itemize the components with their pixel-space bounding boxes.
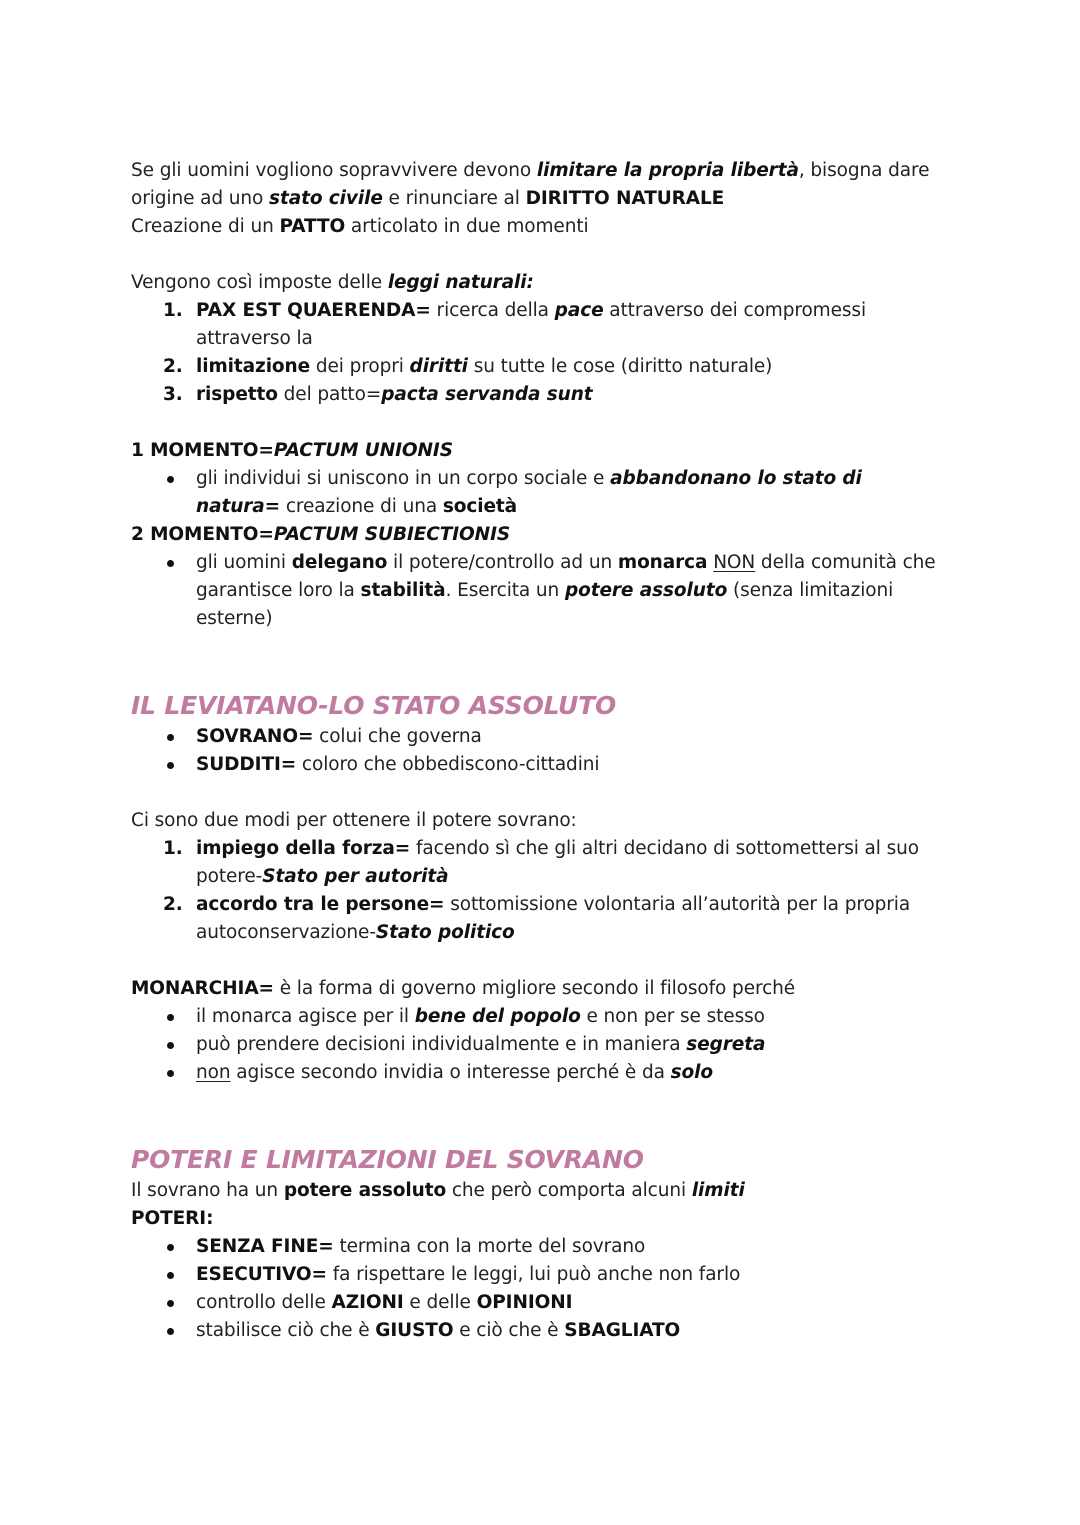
- list-item: 2. limitazione dei propri diritti su tutte le cose (diritto naturale): [163, 356, 773, 377]
- patto-paragraph: Creazione di un PATTO articolato in due momenti: [131, 216, 589, 237]
- list-item: SOVRANO= colui che governa: [131, 723, 951, 751]
- leviatano-list: [131, 723, 951, 779]
- list-item: SUDDITI= coloro che obbediscono-cittadini: [131, 751, 951, 779]
- list-item: ESECUTIVO= fa rispettare le leggi, lui può anche non farlo: [131, 1261, 951, 1289]
- bullet-icon: [167, 1042, 174, 1049]
- list-item: 2. accordo tra le persone= sottomissione volontaria all’autorità per la propria autoconservazione-Stato politico: [163, 894, 911, 943]
- poteri-label: POTERI:: [131, 1208, 214, 1229]
- list-item: non agisce secondo invidia o interesse perché è da solo: [131, 1059, 951, 1087]
- bullet-icon: [167, 734, 174, 741]
- moment-1-list: [131, 465, 951, 521]
- monarchia-list: [131, 1003, 951, 1087]
- document-page: [131, 157, 951, 1345]
- bullet-icon: [167, 560, 174, 567]
- modes-intro: Ci sono due modi per ottenere il potere sovrano:: [131, 810, 577, 831]
- moment-1-title: 1 MOMENTO=PACTUM UNIONIS: [131, 440, 453, 461]
- bullet-icon: [167, 762, 174, 769]
- bullet-icon: [167, 1300, 174, 1307]
- list-item: stabilisce ciò che è GIUSTO e ciò che è SBAGLIATO: [131, 1317, 951, 1345]
- section-heading-leviatano: IL LEVIATANO-LO STATO ASSOLUTO: [131, 691, 616, 720]
- modes-list: [131, 835, 951, 947]
- poteri-list: [131, 1233, 951, 1345]
- list-item: il monarca agisce per il bene del popolo e non per se stesso: [131, 1003, 951, 1031]
- laws-intro: Vengono così imposte delle leggi naturali:: [131, 272, 534, 293]
- intro-paragraph: Se gli uomini vogliono sopravvivere devono limitare la propria libertà, bisogna dare origine ad uno stato civile e rinunciare al DIRITTO NATURALE: [131, 160, 930, 209]
- moment-2-title: 2 MOMENTO=PACTUM SUBIECTIONIS: [131, 524, 511, 545]
- monarchia-definition: MONARCHIA= è la forma di governo migliore secondo il filosofo perché: [131, 978, 796, 999]
- moment-2-list: [131, 549, 951, 633]
- list-item: controllo delle AZIONI e delle OPINIONI: [131, 1289, 951, 1317]
- list-item: 3. rispetto del patto=pacta servanda sunt: [163, 384, 593, 405]
- bullet-icon: [167, 476, 174, 483]
- bullet-icon: [167, 1272, 174, 1279]
- list-item: 1. impiego della forza= facendo sì che gli altri decidano di sottomettersi al suo potere-Stato per autorità: [163, 838, 920, 887]
- list-item: gli uomini delegano il potere/controllo ad un monarca NON della comunità che garantisce loro la stabilità. Esercita un potere assoluto (senza limitazioni esterne): [131, 549, 951, 633]
- poteri-intro: Il sovrano ha un potere assoluto che però comporta alcuni limiti: [131, 1180, 745, 1201]
- list-item: 1. PAX EST QUAERENDA= ricerca della pace attraverso dei compromessi attraverso la: [163, 300, 866, 349]
- list-item: SENZA FINE= termina con la morte del sovrano: [131, 1233, 951, 1261]
- bullet-icon: [167, 1014, 174, 1021]
- bullet-icon: [167, 1070, 174, 1077]
- list-item: può prendere decisioni individualmente e in maniera segreta: [131, 1031, 951, 1059]
- bullet-icon: [167, 1244, 174, 1251]
- list-item: gli individui si uniscono in un corpo sociale e abbandonano lo stato di natura= creazione di una società: [131, 465, 951, 521]
- bullet-icon: [167, 1328, 174, 1335]
- section-heading-poteri: POTERI E LIMITAZIONI DEL SOVRANO: [131, 1145, 644, 1174]
- laws-list: [131, 297, 951, 409]
